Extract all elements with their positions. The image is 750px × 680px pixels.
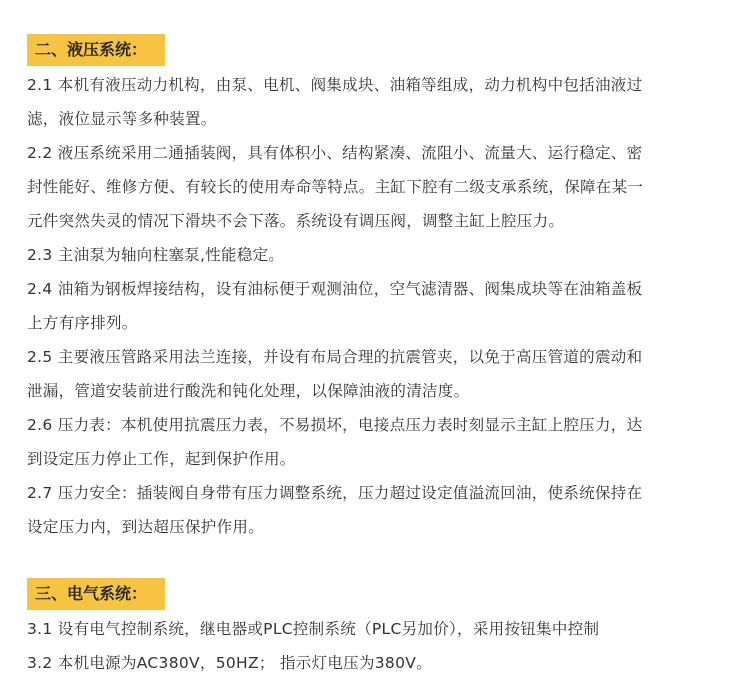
text-line: 2.7 压力安全：插装阀自身带有压力调整系统，压力超过设定值溢流回油，使系统保持在	[27, 484, 643, 502]
hydraulic-item-2-1	[27, 68, 717, 136]
hydraulic-section-title: 二、液压系统：	[27, 34, 165, 66]
electric-section-title: 三、电气系统：	[27, 578, 165, 610]
hydraulic-item-2-4	[27, 272, 717, 340]
text-line: 2.5 主要液压管路采用法兰连接，并设有布局合理的抗震管夹，以免于高压管道的震动和	[27, 348, 643, 366]
hydraulic-item-2-2	[27, 136, 717, 238]
hydraulic-item-2-5	[27, 340, 717, 408]
text-line: 3.2 本机电源为AC380V，50HZ； 指示灯电压为380V。	[27, 654, 432, 672]
text-line: 上方有序排列。	[27, 314, 138, 332]
electric-section	[27, 578, 717, 680]
text-line: 2.2 液压系统采用二通插装阀，具有体积小、结构紧凑、流阻小、流量大、运行稳定、密	[27, 144, 643, 162]
electric-item-3-2	[27, 646, 717, 680]
hydraulic-item-2-3	[27, 238, 717, 272]
text-line: 封性能好、维修方便、有较长的使用寿命等特点。主缸下腔有二级支承系统，保障在某一	[27, 178, 644, 196]
text-line: 泄漏，管道安装前进行酸洗和钝化处理，以保障油液的清洁度。	[27, 382, 470, 400]
text-line: 滤，液位显示等多种装置。	[27, 110, 217, 128]
text-line: 3.1 设有电气控制系统，继电器或PLC控制系统（PLC另加价），采用按钮集中控制	[27, 620, 600, 638]
text-line: 2.4 油箱为钢板焊接结构，设有油标便于观测油位，空气滤清器、阀集成块等在油箱盖板	[27, 280, 643, 298]
text-line: 2.1 本机有液压动力机构，由泵、电机、阀集成块、油箱等组成，动力机构中包括油液过	[27, 76, 643, 94]
hydraulic-item-2-7	[27, 476, 717, 544]
hydraulic-item-2-6	[27, 408, 717, 476]
text-line: 2.3 主油泵为轴向柱塞泵,性能稳定。	[27, 246, 285, 264]
text-line: 2.6 压力表：本机使用抗震压力表，不易损坏，电接点压力表时刻显示主缸上腔压力，达	[27, 416, 643, 434]
electric-item-3-1	[27, 612, 717, 646]
text-line: 设定压力内，到达超压保护作用。	[27, 518, 265, 536]
text-line: 元件突然失灵的情况下滑块不会下落。系统设有调压阀，调整主缸上腔压力。	[27, 212, 565, 230]
hydraulic-section	[27, 34, 717, 544]
text-line: 到设定压力停止工作，起到保护作用。	[27, 450, 296, 468]
